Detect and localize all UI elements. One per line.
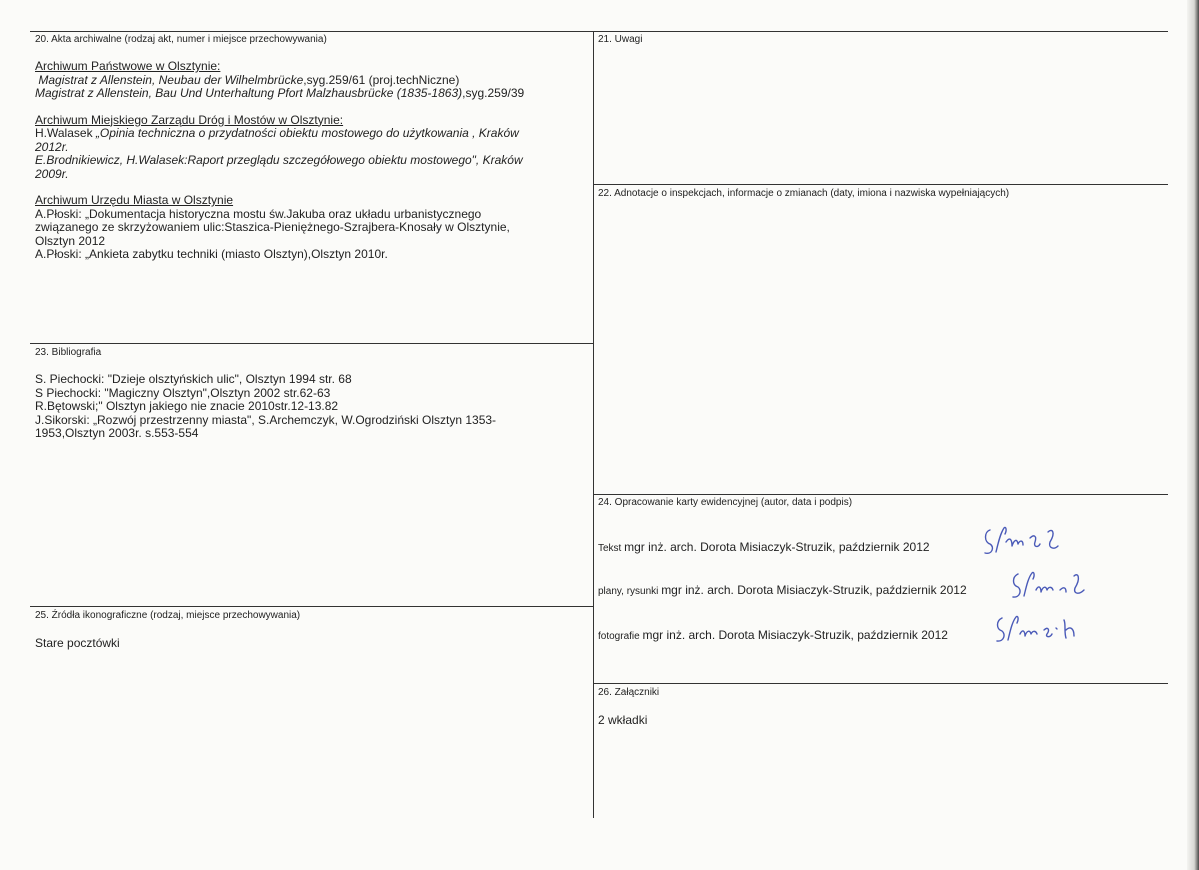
archive-title-state: Archiwum Państwowe w Olsztynie: bbox=[35, 59, 221, 73]
divider-24-26 bbox=[593, 683, 1168, 684]
archive-entry: związanego ze skrzyżowaniem ulic:Staszica-Pieniężnego-Szrajbera-Knosały w Olsztynie, bbox=[35, 220, 510, 234]
author-row-drawings: plany, rysunki mgr inż. arch. Dorota Misiaczyk-Struzik, październik 2012 bbox=[598, 583, 967, 597]
author-row-text: Tekst mgr inż. arch. Dorota Misiaczyk-Struzik, październik 2012 bbox=[598, 540, 930, 554]
section-25-label: 25. Źródła ikonograficzne (rodzaj, miejsce przechowywania) bbox=[35, 610, 301, 621]
archive-entry: H.Walasek „Opinia techniczna o przydatności obiektu mostowego do użytkowania , Kraków bbox=[35, 126, 519, 140]
column-divider bbox=[593, 31, 594, 818]
archive-entry: 2012r. bbox=[35, 139, 69, 154]
section-20-label: 20. Akta archiwalne (rodzaj akt, numer i miejsce przechowywania) bbox=[35, 34, 327, 45]
archive-entry: A.Płoski: „Dokumentacja historyczna mostu św.Jakuba oraz układu urbanistycznego bbox=[35, 206, 482, 221]
archive-entry: E.Brodnikiewicz, H.Walasek:Raport przeglądu szczegółowego obiektu mostowego", Kraków bbox=[35, 153, 523, 167]
divider-20-23 bbox=[30, 343, 593, 344]
archive-entry: Magistrat z Allenstein, Bau Und Unterhaltung Pfort Malzhausbrücke (1835-1863),syg.259/39 bbox=[35, 86, 525, 100]
archive-title-roads: Archiwum Miejskiego Zarządu Dróg i Mostów w Olsztynie: bbox=[35, 112, 344, 127]
divider-21-22 bbox=[593, 184, 1168, 185]
attachments-value: 2 wkładki bbox=[598, 713, 648, 727]
section-20-content bbox=[35, 60, 590, 262]
archive-entry: Magistrat z Allenstein, Neubau der Wilhelmbrücke,syg.259/61 (proj.techNiczne) bbox=[38, 72, 460, 87]
section-21-label: 21. Uwagi bbox=[598, 34, 643, 45]
section-24-label: 24. Opracowanie karty ewidencyjnej (autor, data i podpis) bbox=[598, 497, 853, 508]
section-22-label: 22. Adnotacje o inspekcjach, informacje o zmianach (daty, imiona i nazwiska wypełniających) bbox=[598, 188, 1010, 199]
archive-entry: A.Płoski: „Ankieta zabytku techniki (miasto Olsztyn),Olsztyn 2010r. bbox=[35, 247, 388, 261]
top-border-line bbox=[30, 31, 1168, 32]
bibliography-item: 1953,Olsztyn 2003r. s.553-554 bbox=[35, 426, 199, 440]
author-row-photos: fotografie mgr inż. arch. Dorota Misiaczyk-Struzik, październik 2012 bbox=[598, 628, 948, 642]
bibliography-list bbox=[35, 373, 590, 441]
signature-drawings bbox=[1008, 568, 1098, 604]
bibliography-item: S Piechocki: "Magiczny Olsztyn",Olsztyn 2002 str.62-63 bbox=[35, 385, 331, 400]
iconographic-sources-value: Stare pocztówki bbox=[35, 636, 120, 650]
archive-entry: Olsztyn 2012 bbox=[35, 233, 106, 248]
section-26-label: 26. Załączniki bbox=[598, 687, 660, 698]
divider-22-24 bbox=[593, 494, 1168, 495]
bibliography-item: R.Bętowski;" Olsztyn jakiego nie znacie 2010str.12-13.82 bbox=[35, 399, 339, 413]
bibliography-item: S. Piechocki: "Dzieje olsztyńskich ulic", Olsztyn 1994 str. 68 bbox=[35, 372, 352, 386]
section-23-label: 23. Bibliografia bbox=[35, 347, 102, 358]
archive-title-city: Archiwum Urzędu Miasta w Olsztynie bbox=[35, 193, 234, 207]
divider-23-25 bbox=[30, 606, 593, 607]
signature-text bbox=[982, 522, 1072, 560]
archive-entry: 2009r. bbox=[35, 166, 69, 181]
signature-photos bbox=[992, 612, 1088, 648]
scan-edge-shadow bbox=[1187, 0, 1199, 870]
bibliography-item: J.Sikorski: „Rozwój przestrzenny miasta", S.Archemczyk, W.Ogrodziński Olsztyn 1353- bbox=[35, 412, 497, 427]
